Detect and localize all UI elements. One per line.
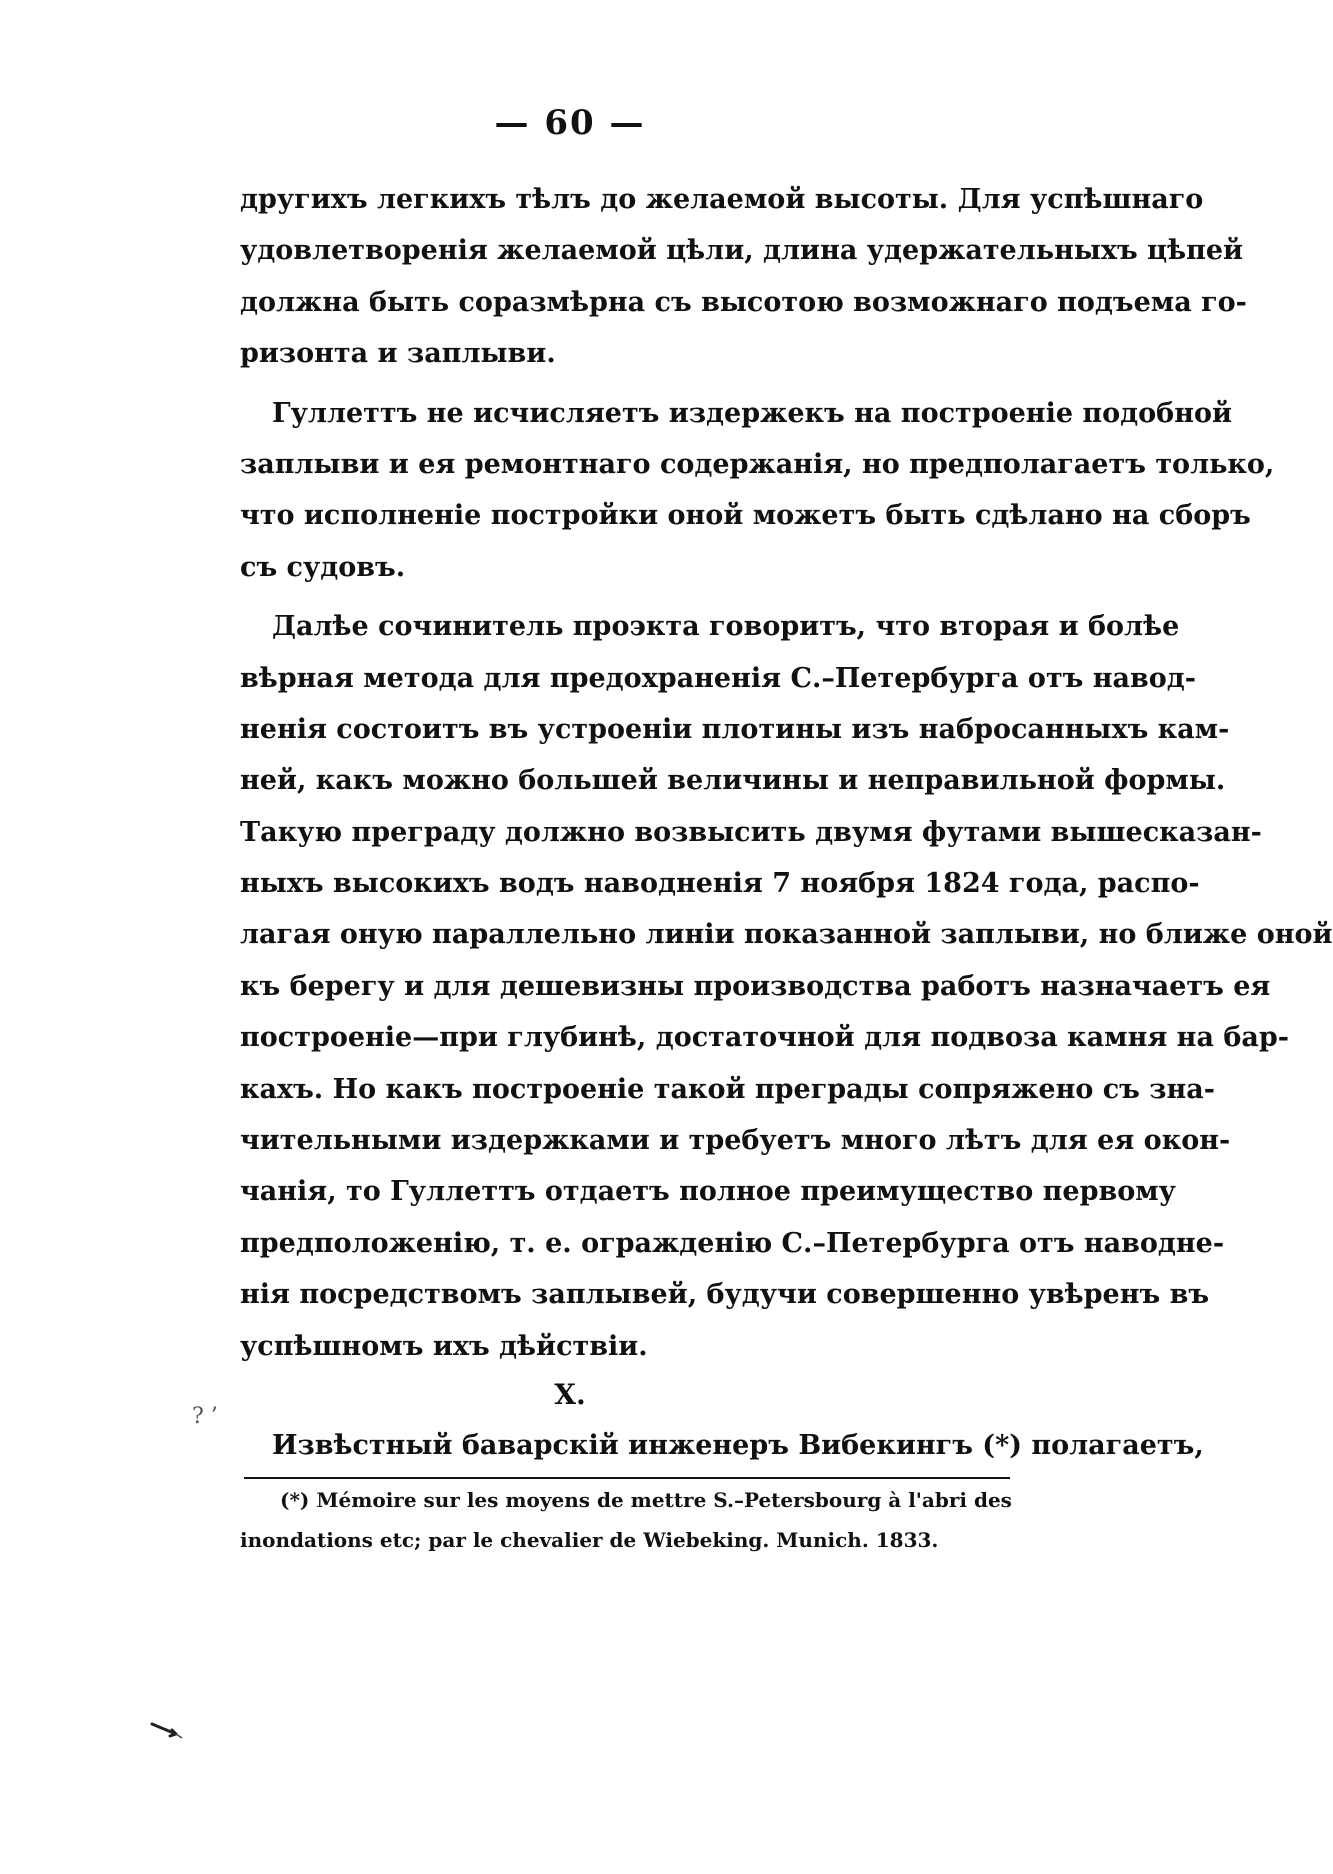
paragraph-2	[240, 388, 1275, 594]
text-line: Далѣе сочинитель проэкта говоритъ, что вторая и болѣе	[272, 611, 1180, 643]
text-line: съ судовъ.	[240, 551, 406, 583]
text-line: къ берегу и для дешевизны производства работъ назначаетъ ея	[240, 970, 1271, 1002]
scan-arrow-mark-icon	[150, 1720, 184, 1746]
text-line: чанія, то Гуллеттъ отдаетъ полное преимущество первому	[240, 1176, 1176, 1208]
section-first-line: Извѣстный баварскій инженеръ Вибекингъ (*) полагаетъ,	[272, 1430, 1204, 1461]
text-line: что исполненіе постройки оной можетъ быть сдѣлано на сборъ	[240, 500, 1251, 532]
paragraph-3	[240, 601, 1333, 1372]
paragraph-gap	[240, 593, 1010, 601]
margin-annotation: ? ’	[192, 1404, 218, 1429]
text-line: ненія состоитъ въ устроеніи плотины изъ набросанныхъ кам-	[240, 713, 1230, 745]
body-text	[240, 174, 1333, 1372]
footnote-line: (*) Mémoire sur les moyens de mettre S.–Petersbourg à l'abri des	[280, 1488, 1012, 1512]
text-line: удовлетворенія желаемой цѣли, длина удержательныхъ цѣпей	[240, 235, 1244, 267]
text-line: чительными издержками и требуетъ много лѣтъ для ея окон-	[240, 1125, 1231, 1157]
text-line: другихъ легкихъ тѣлъ до желаемой высоты. Для успѣшнаго	[240, 184, 1204, 215]
text-line: лагая оную параллельно линіи показанной заплыви, но ближе оной	[240, 919, 1333, 951]
text-line: вѣрная метода для предохраненія С.–Петербурга отъ навод-	[240, 662, 1197, 694]
text-line: успѣшномъ ихъ дѣйствіи.	[240, 1330, 648, 1362]
text-line: построеніе—при глубинѣ, достаточной для подвоза камня на бар-	[240, 1022, 1289, 1054]
footnote-divider	[244, 1477, 1010, 1479]
text-line: должна быть соразмѣрна съ высотою возможнаго подъема го-	[240, 286, 1247, 318]
paragraph-gap	[240, 380, 1010, 388]
text-line: предположенію, т. е. огражденію С.–Петербурга отъ наводне-	[240, 1227, 1225, 1259]
text-line: Такую преграду должно возвысить двумя футами вышесказан-	[240, 816, 1262, 848]
footnote-line: inondations etc; par le chevalier de Wiebeking. Munich. 1833.	[240, 1528, 939, 1552]
footnote	[240, 1480, 1010, 1560]
section-heading: X.	[554, 1378, 586, 1411]
text-line: ныхъ высокихъ водъ наводненія 7 ноября 1824 года, распо-	[240, 868, 1200, 900]
text-line: ней, какъ можно большей величины и неправильной формы.	[240, 765, 1226, 797]
text-line: ризонта и заплыви.	[240, 338, 556, 370]
text-line: Гуллеттъ не исчисляетъ издержекъ на построеніе подобной	[272, 397, 1232, 429]
paragraph-1	[240, 174, 1247, 380]
text-line: заплыви и ея ремонтнаго содержанія, но предполагаетъ только,	[240, 448, 1275, 480]
text-line: нія посредствомъ заплывей, будучи совершенно увѣренъ въ	[240, 1279, 1210, 1311]
page-number: — 60 —	[494, 103, 646, 143]
text-line: кахъ. Но какъ построеніе такой преграды сопряжено съ зна-	[240, 1073, 1215, 1105]
